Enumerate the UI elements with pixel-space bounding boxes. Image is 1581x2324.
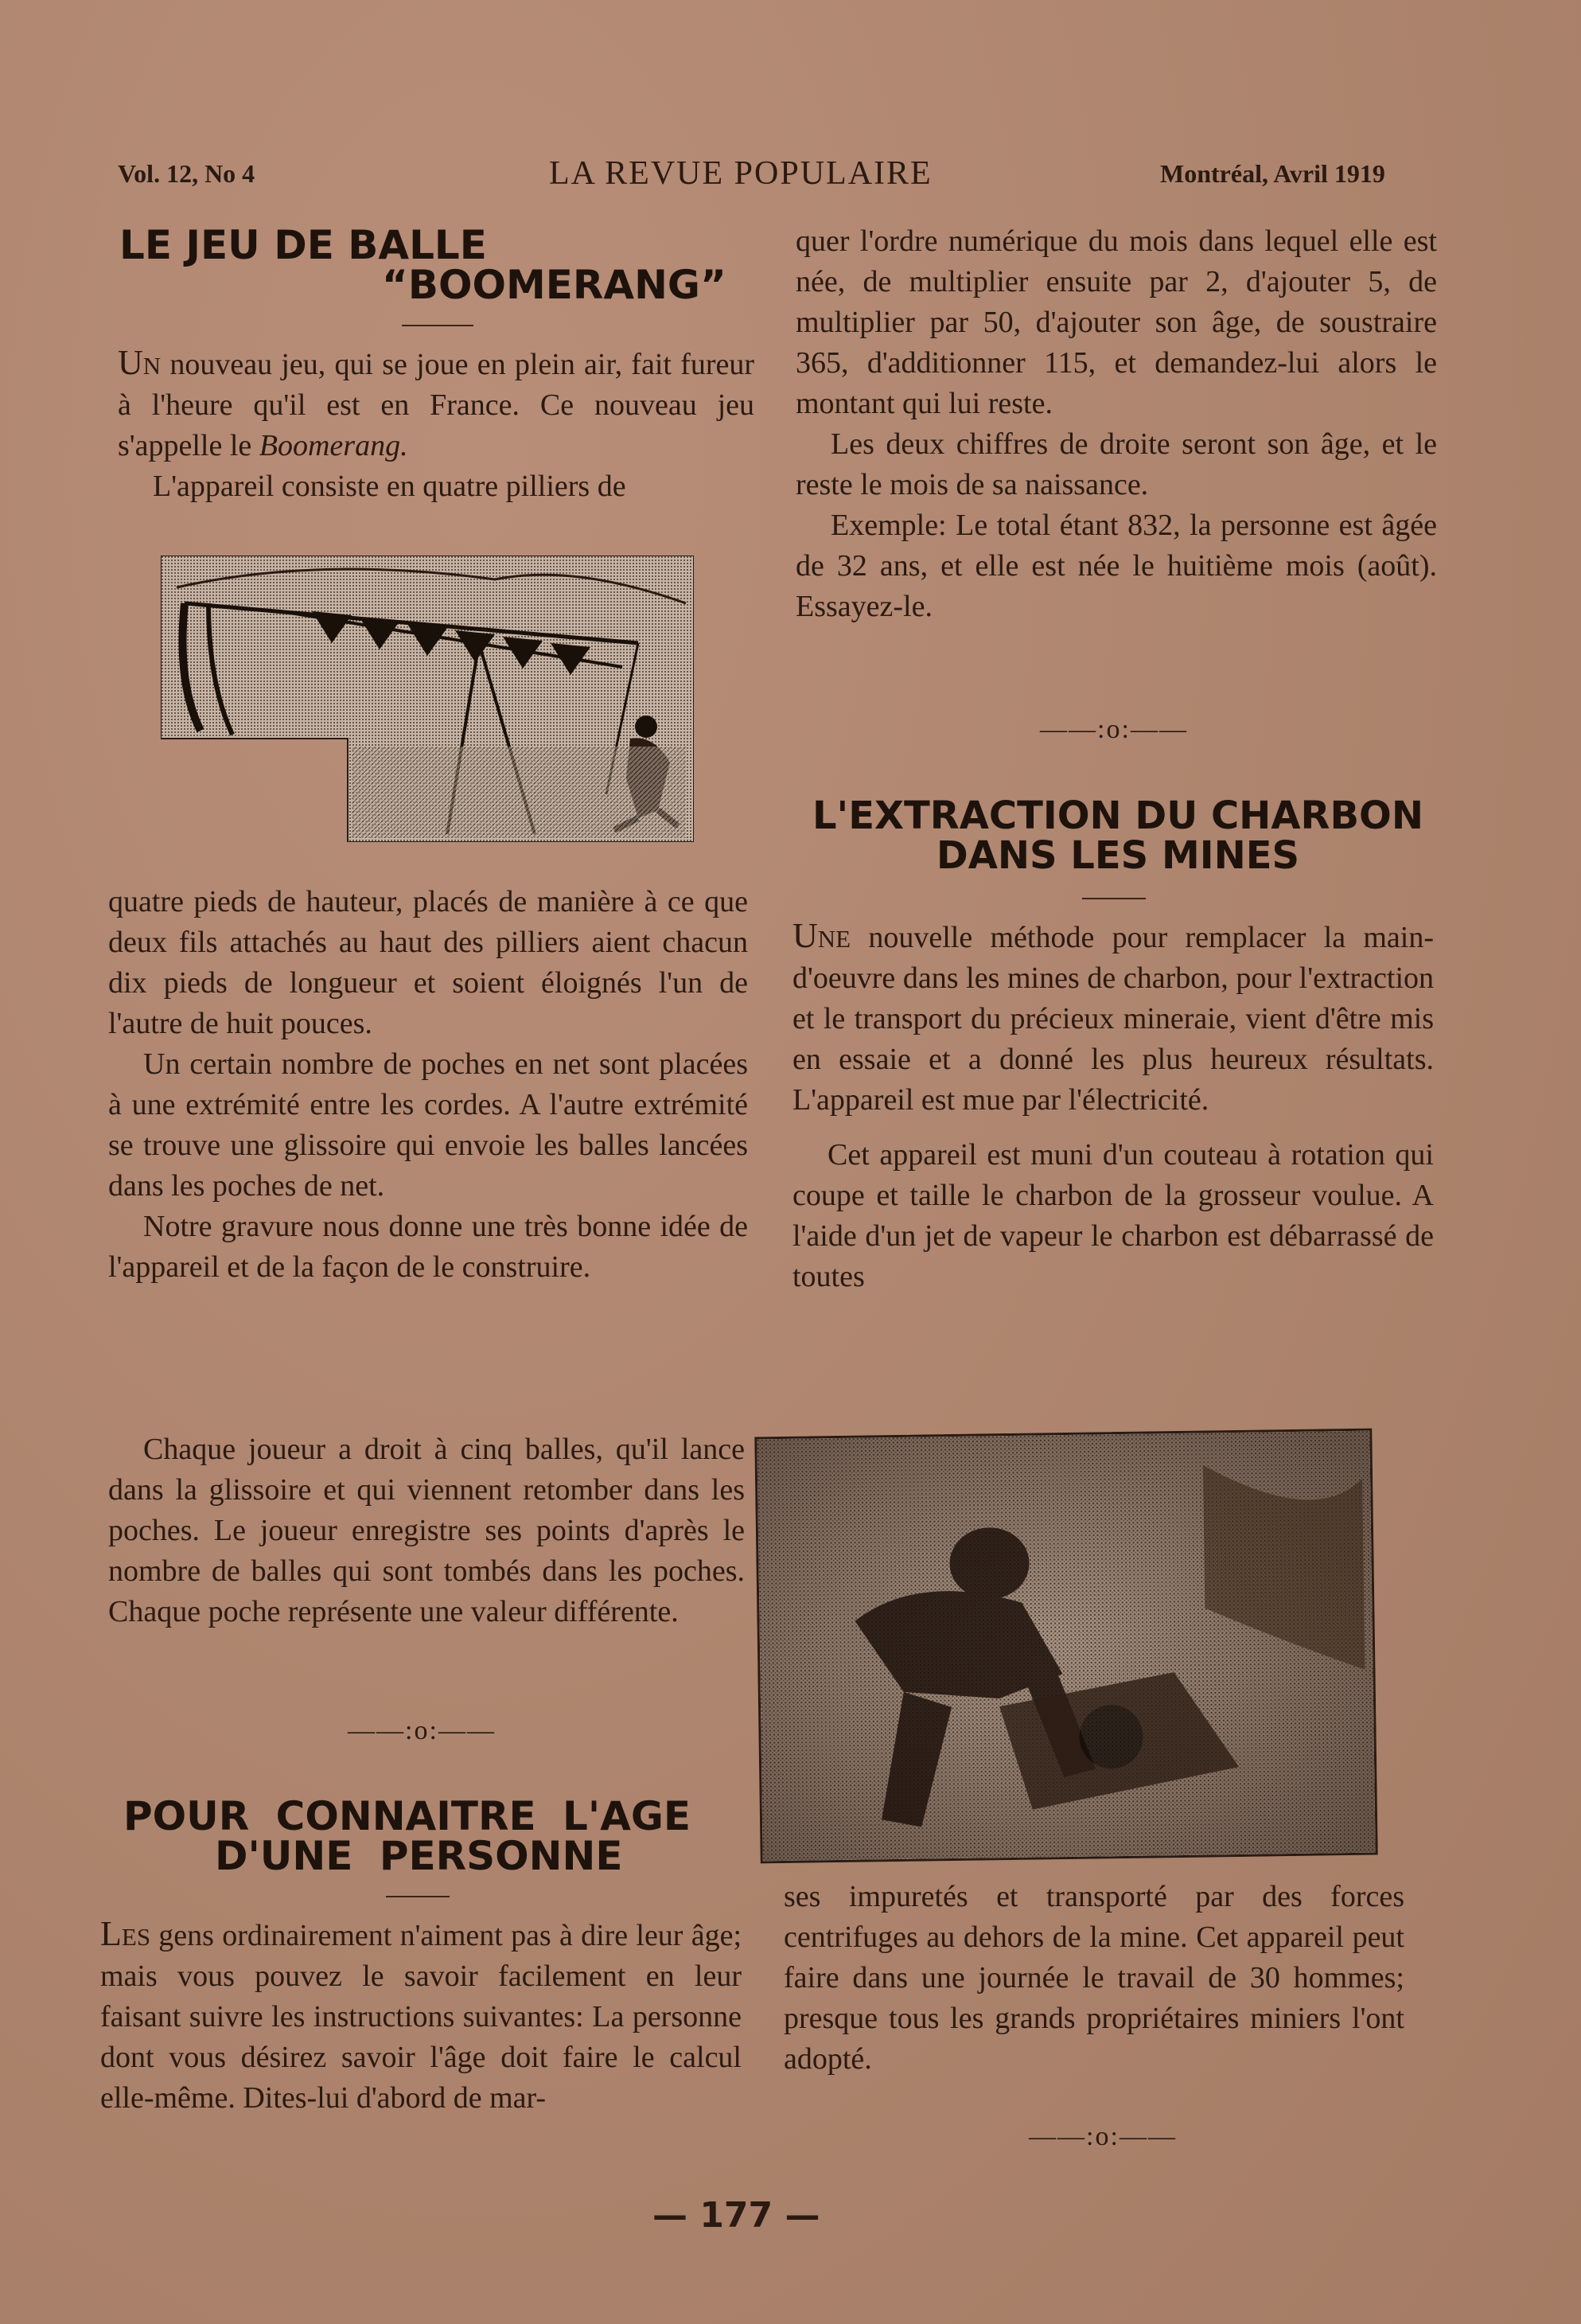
charbon-paragraph-3: ses impuretés et transporté par des forces centrifuges au dehors de la mine. Cet appareil peut faire dans une journée le travail de 30 hommes; presque tous les grands propriétaires miniers l'ont adopté. bbox=[784, 1880, 1404, 2076]
boomerang-italic: Boomerang. bbox=[259, 429, 408, 462]
publication-title: LA REVUE POPULAIRE bbox=[549, 155, 933, 192]
boomerang-paragraph-4: Un certain nombre de poches en net sont placées à une extrémité entre les cordes. A l'autre extrémité se trouve une glissoire qui envoie les balles lancées dans les poches de net. bbox=[108, 1047, 748, 1203]
age-paragraph-1-cont: quer l'ordre numérique du mois dans lequel elle est née, de multiplier ensuite par 2, d'ajouter 5, de multiplier par 50, d'ajouter son âge, de soustraire 365, d'additionner 115, et demandez-lui alors le montant qui lui reste. bbox=[796, 224, 1437, 420]
boomerang-body bbox=[108, 882, 748, 1288]
volume-number: Vol. 12, No 4 bbox=[118, 159, 255, 188]
charbon-paragraph-1: Une nouvelle méthode pour remplacer la main-d'oeuvre dans les mines de charbon, pour l'extraction et le transport du précieux mineraie, vient d'être mis en essaie et a donné les plus heureux résultats. L'appareil est mue par l'électricité. bbox=[792, 916, 1434, 1117]
boomerang-paragraph-2: L'appareil consiste en quatre pilliers de bbox=[153, 470, 626, 503]
boomerang-title-line2: “BOOMERANG” bbox=[382, 262, 726, 308]
boomerang-intro bbox=[118, 342, 754, 507]
age-body-cont bbox=[796, 221, 1437, 627]
drop-word: Les bbox=[100, 1914, 151, 1953]
boomerang-paragraph-1: Un nouveau jeu, qui se joue en plein air, fait fureur à l'heure qu'il est en France. Ce nouveau jeu s'appelle le Boomerang. bbox=[118, 343, 754, 462]
title-rule bbox=[1082, 898, 1146, 899]
charbon-paragraph-2: Cet appareil est muni d'un couteau à rotation qui coupe et taille le charbon de la grosseur voulue. A l'aide d'un jet de vapeur le charbon est débarrassé de toutes bbox=[792, 1138, 1434, 1293]
charbon-body-cont bbox=[784, 1877, 1404, 2080]
separator-3: ——:o:—— bbox=[1029, 2122, 1177, 2151]
age-paragraph-2: Les deux chiffres de droite seront son âge, et le reste le mois de sa naissance. bbox=[796, 427, 1437, 501]
page-number: — 177 — bbox=[652, 2195, 820, 2236]
age-body bbox=[100, 1913, 742, 2119]
charbon-title-line2: DANS LES MINES bbox=[936, 833, 1300, 878]
mining-photo bbox=[754, 1429, 1377, 1864]
charbon-title-line1: L'EXTRACTION DU CHARBON bbox=[812, 794, 1424, 838]
title-rule bbox=[402, 325, 473, 326]
drop-word: Un bbox=[118, 343, 162, 382]
boomerang-engraving bbox=[161, 556, 694, 842]
mining-photograph bbox=[757, 1431, 1375, 1862]
separator-1: ——:o:—— bbox=[348, 1716, 496, 1745]
drop-word: Une bbox=[792, 916, 851, 955]
age-paragraph-3: Exemple: Le total étant 832, la personne est âgée de 32 ans, et elle est née le huitième mois (août). Essayez-le. bbox=[796, 509, 1437, 623]
boomerang-body-cont bbox=[108, 1429, 745, 1632]
boomerang-paragraph-6: Chaque joueur a droit à cinq balles, qu'il lance dans la glissoire et qui viennent retomber dans les poches. Le joueur enregistre ses points d'après le nombre de balles qui sont tombés dans les poches. Chaque poche représente une valeur différente. bbox=[108, 1433, 745, 1628]
boomerang-paragraph-5: Notre gravure nous donne une très bonne idée de l'appareil et de la façon de le construire. bbox=[108, 1210, 748, 1284]
age-title-line1: POUR CONNAITRE L'AGE bbox=[123, 1793, 691, 1839]
age-title-line2: D'UNE PERSONNE bbox=[215, 1833, 623, 1879]
place-date: Montréal, Avril 1919 bbox=[1160, 159, 1385, 188]
charbon-body bbox=[792, 915, 1434, 1297]
boomerang-title-line1: LE JEU DE BALLE bbox=[119, 222, 487, 268]
boomerang-paragraph-3: quatre pieds de hauteur, placés de manière à ce que deux fils attachés au haut des pilliers aient chacun dix pieds de longueur et soient éloignés l'un de l'autre de huit pouces. bbox=[108, 885, 748, 1040]
boomerang-illustration bbox=[161, 556, 694, 842]
separator-2: ——:o:—— bbox=[1040, 715, 1188, 744]
age-paragraph-1: Les gens ordinairement n'aiment pas à dire leur âge; mais vous pouvez le savoir facilement en leur faisant suivre les instructions suivantes: La personne dont vous désirez savoir l'âge doit faire le calcul elle-même. Dites-lui d'abord de mar- bbox=[100, 1914, 742, 2115]
title-rule bbox=[386, 1896, 450, 1897]
